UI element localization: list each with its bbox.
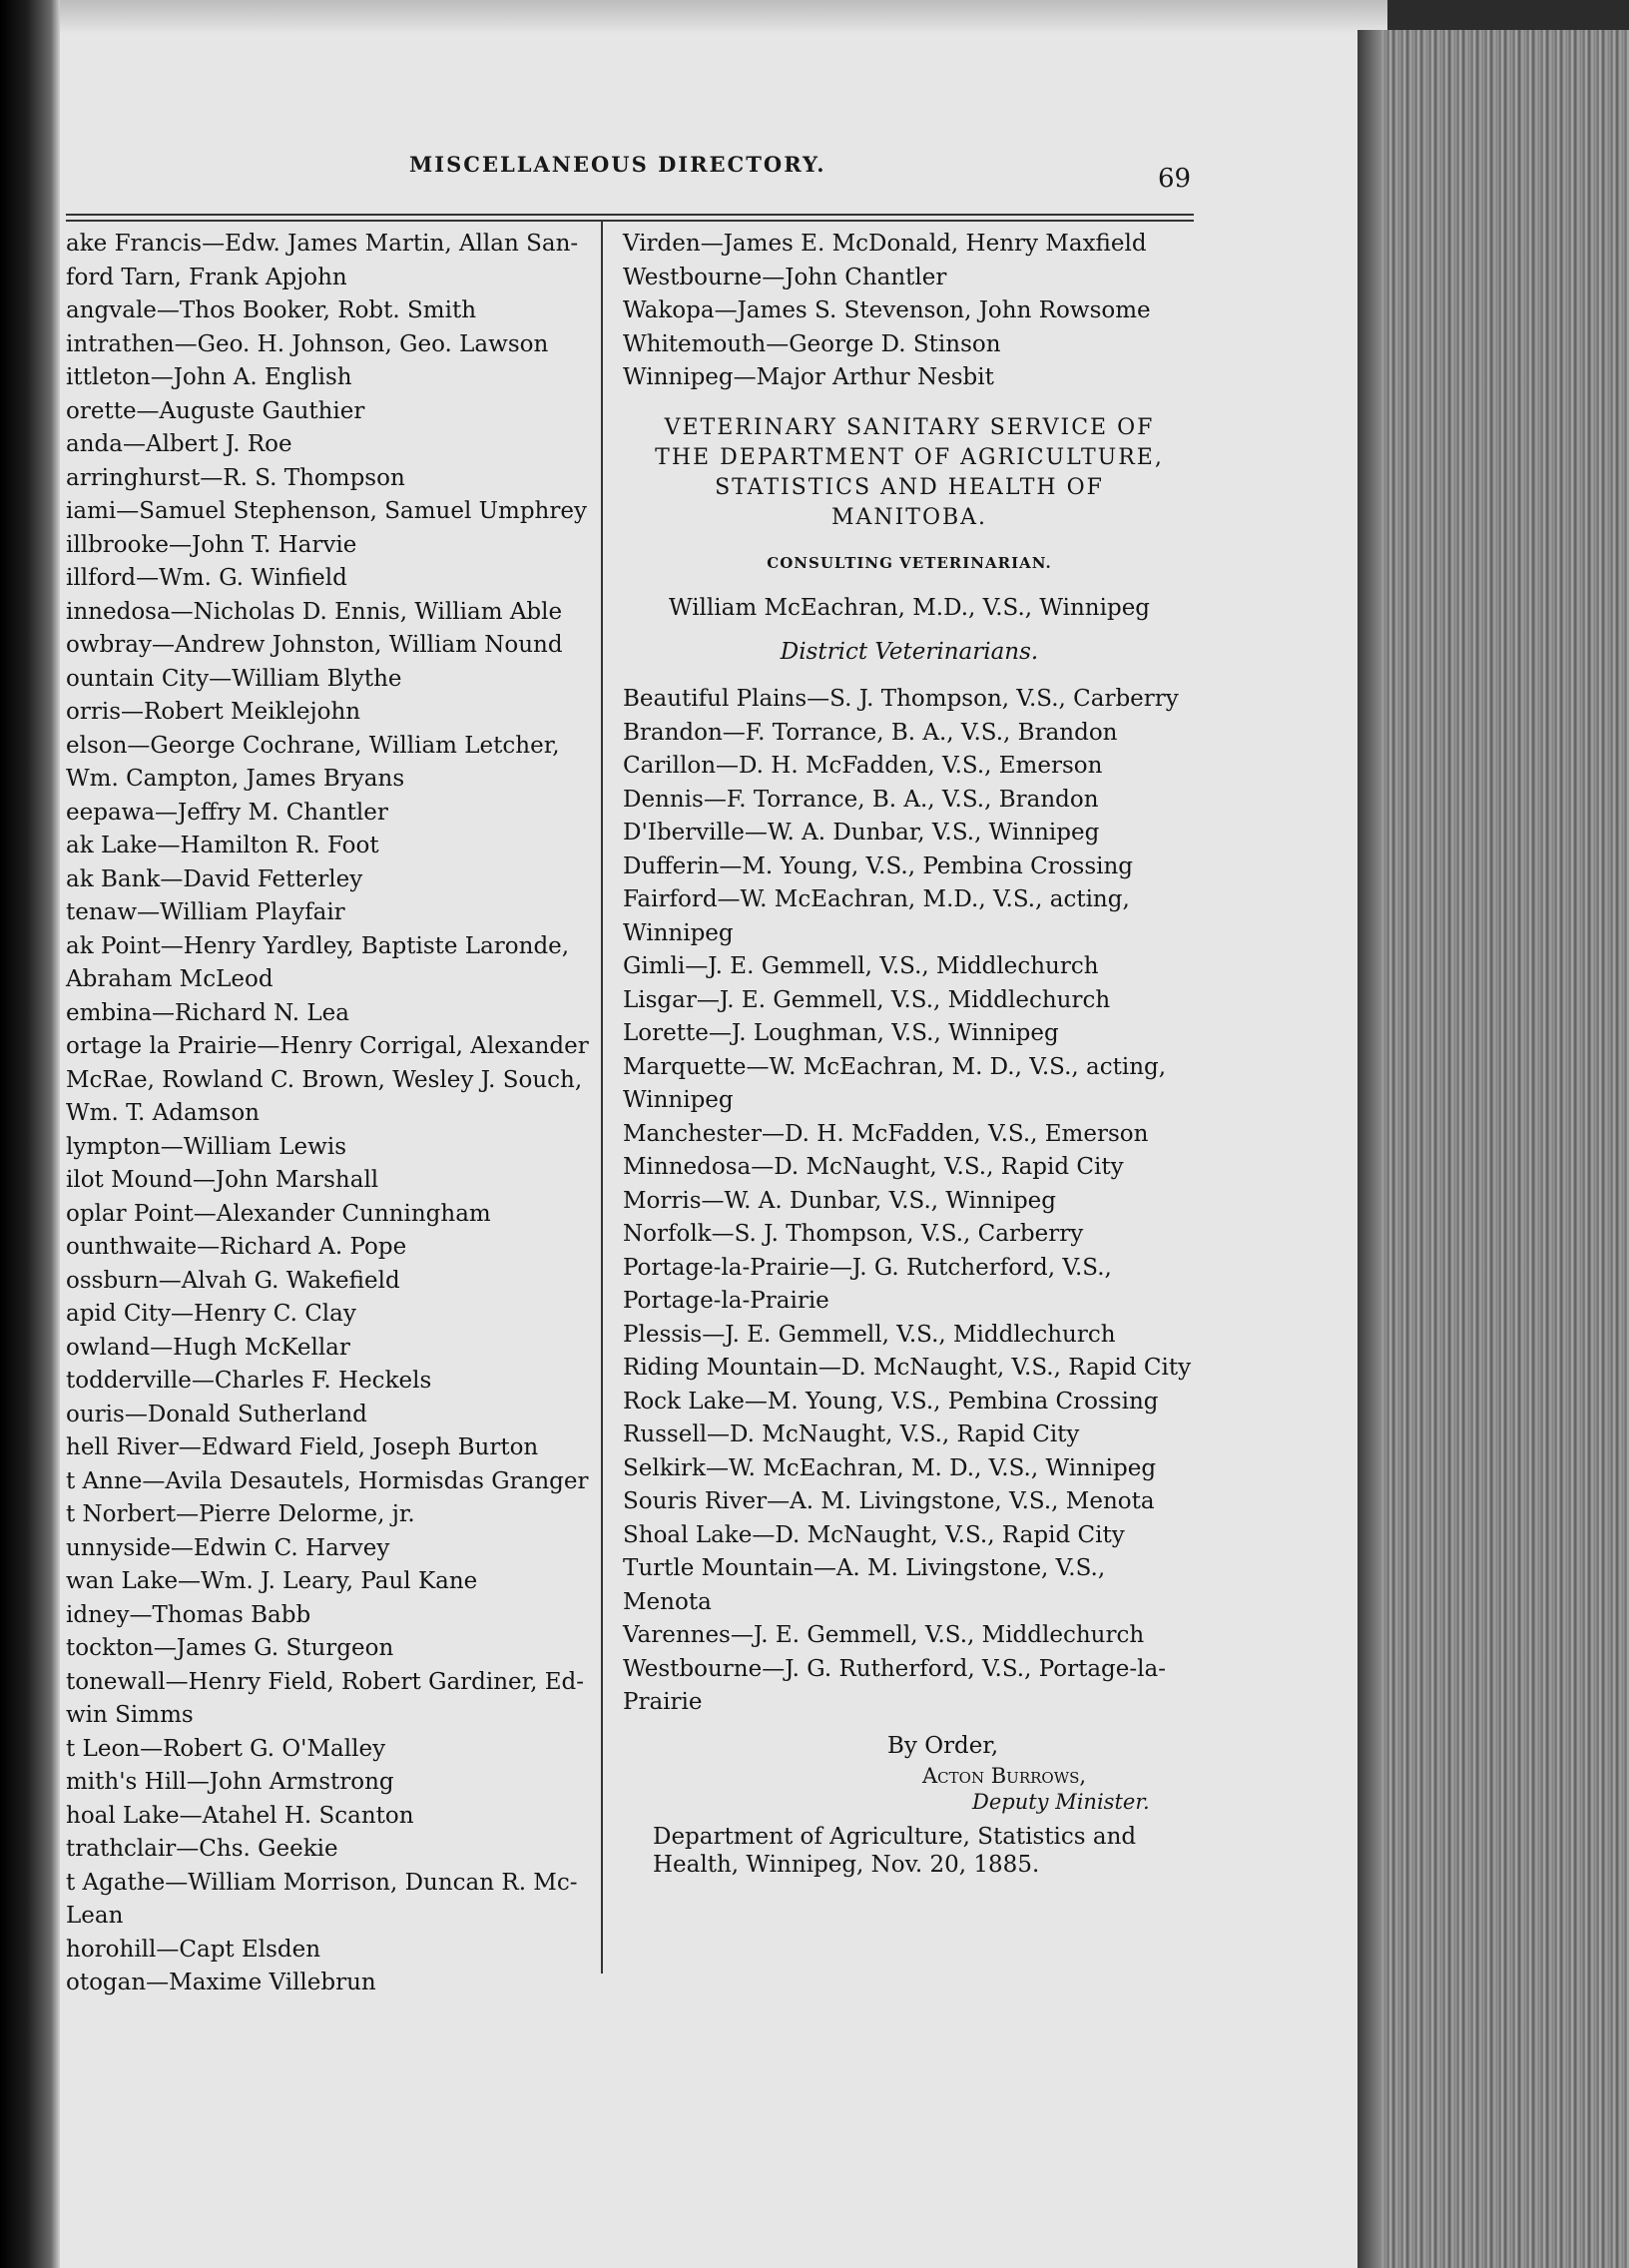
- book-binding: [0, 0, 60, 2268]
- column-divider: [601, 222, 603, 1974]
- directory-entry: owland—Hugh McKellar: [66, 1334, 350, 1361]
- directory-entry: trathclair—Chs. Geekie: [66, 1836, 338, 1862]
- right-column-entries: [623, 228, 1196, 395]
- directory-entry: Winnipeg—Major Arthur Nesbit: [623, 364, 994, 390]
- district-entry: Norfolk—S. J. Thompson, V.S., Carberry: [623, 1221, 1084, 1247]
- directory-entry: innedosa—Nicholas D. Ennis, William Able: [66, 598, 563, 625]
- district-entry: Lorette—J. Loughman, V.S., Winnipeg: [623, 1020, 1059, 1046]
- directory-entry: ak Lake—Hamilton R. Foot: [66, 833, 379, 858]
- directory-entry: ilot Mound—John Marshall: [66, 1167, 379, 1193]
- directory-entry: Wakopa—James S. Stevenson, John Rowsome: [623, 297, 1151, 323]
- directory-entry: Westbourne—John Chantler: [623, 264, 947, 290]
- consulting-veterinarian: William McEachran, M.D., V.S., Winnipeg: [668, 595, 1151, 621]
- page-number: 69: [1158, 164, 1192, 194]
- consulting-label: CONSULTING VETERINARIAN.: [767, 553, 1052, 572]
- district-entry: Fairford—W. McEachran, M.D., V.S., acting, Winnipeg: [623, 886, 1130, 946]
- running-title: MISCELLANEOUS DIRECTORY.: [409, 152, 826, 177]
- district-entry: Morris—W. A. Dunbar, V.S., Winnipeg: [623, 1187, 1057, 1214]
- district-entry: Souris River—A. M. Livingstone, V.S., Menota: [623, 1488, 1155, 1514]
- directory-entry: horohill—Capt Elsden: [66, 1936, 321, 1963]
- directory-entry: Virden—James E. McDonald, Henry Maxfield: [623, 231, 1147, 257]
- district-entry: Plessis—J. E. Gemmell, V.S., Middlechurch: [623, 1321, 1116, 1348]
- directory-entry: illbrooke—John T. Harvie: [66, 531, 357, 558]
- district-entry: Shoal Lake—D. McNaught, V.S., Rapid City: [623, 1521, 1125, 1548]
- directory-entry: intrathen—Geo. H. Johnson, Geo. Lawson: [66, 330, 549, 357]
- directory-entry: ak Bank—David Fetterley: [66, 865, 363, 892]
- directory-entry: t Agathe—William Morrison, Duncan R. Mc-Lean: [66, 1869, 578, 1929]
- directory-entry: embina—Richard N. Lea: [66, 999, 350, 1026]
- directory-entry: eepawa—Jeffry M. Chantler: [66, 799, 388, 826]
- page-edge-shadow: [1358, 30, 1381, 2268]
- directory-entry: t Anne—Avila Desautels, Hormisdas Granger: [66, 1467, 589, 1494]
- district-entry: Westbourne—J. G. Rutherford, V.S., Portage-la-Prairie: [623, 1655, 1167, 1715]
- by-order: By Order,: [887, 1732, 999, 1759]
- directory-entry: orris—Robert Meiklejohn: [66, 699, 361, 725]
- directory-entry: ounthwaite—Richard A. Pope: [66, 1234, 407, 1260]
- signer-name: Acton Burrows,: [922, 1764, 1087, 1788]
- directory-entry: hoal Lake—Atahel H. Scanton: [66, 1802, 414, 1829]
- district-entry: Gimli—J. E. Gemmell, V.S., Middlechurch: [623, 953, 1099, 979]
- district-entry: Marquette—W. McEachran, M. D., V.S., acting, Winnipeg: [623, 1053, 1167, 1113]
- district-entry: Dennis—F. Torrance, B. A., V.S., Brandon: [623, 786, 1099, 813]
- directory-entry: iami—Samuel Stephenson, Samuel Umphrey: [66, 498, 587, 524]
- district-entry: Russell—D. McNaught, V.S., Rapid City: [623, 1421, 1080, 1447]
- district-entry: Selkirk—W. McEachran, M. D., V.S., Winnipeg: [623, 1454, 1157, 1481]
- directory-entry: elson—George Cochrane, William Letcher, Wm. Campton, James Bryans: [66, 732, 560, 792]
- header-rule-top: [66, 214, 1194, 216]
- right-column: [623, 228, 1196, 1879]
- directory-entry: ittleton—John A. English: [66, 364, 352, 390]
- directory-entry: t Leon—Robert G. O'Malley: [66, 1735, 386, 1762]
- directory-entry: tenaw—William Playfair: [66, 899, 345, 925]
- district-entry: Carillon—D. H. McFadden, V.S., Emerson: [623, 753, 1103, 779]
- directory-entry: oplar Point—Alexander Cunningham: [66, 1200, 491, 1227]
- district-entry: Turtle Mountain—A. M. Livingstone, V.S., Menota: [623, 1555, 1106, 1615]
- directory-entry: unnyside—Edwin C. Harvey: [66, 1534, 390, 1561]
- district-list: [623, 683, 1196, 1720]
- directory-entry: ak Point—Henry Yardley, Baptiste Laronde, Abraham McLeod: [66, 932, 570, 992]
- district-entry: Manchester—D. H. McFadden, V.S., Emerson: [623, 1120, 1149, 1147]
- district-entry: Rock Lake—M. Young, V.S., Pembina Crossing: [623, 1388, 1159, 1415]
- signer-title: Deputy Minister.: [972, 1790, 1150, 1814]
- directory-entry: t Norbert—Pierre Delorme, jr.: [66, 1501, 415, 1527]
- directory-entry: orette—Auguste Gauthier: [66, 397, 365, 424]
- directory-entry: ouris—Donald Sutherland: [66, 1401, 367, 1427]
- header-rule-bottom: [66, 220, 1194, 222]
- district-entry: Portage-la-Prairie—J. G. Rutcherford, V.S., Portage-la-Prairie: [623, 1254, 1112, 1314]
- directory-entry: arringhurst—R. S. Thompson: [66, 464, 405, 491]
- district-entry: Minnedosa—D. McNaught, V.S., Rapid City: [623, 1154, 1124, 1180]
- directory-entry: otogan—Maxime Villebrun: [66, 1970, 376, 1995]
- directory-entry: ortage la Prairie—Henry Corrigal, Alexander McRae, Rowland C. Brown, Wesley J. Souch, Wm. T. Adamson: [66, 1033, 589, 1126]
- district-entry: Varennes—J. E. Gemmell, V.S., Middlechurch: [623, 1622, 1145, 1648]
- directory-entry: tonewall—Henry Field, Robert Gardiner, Ed-win Simms: [66, 1668, 585, 1728]
- book-page-edges: [1358, 30, 1629, 2268]
- directory-entry: hell River—Edward Field, Joseph Burton: [66, 1434, 539, 1460]
- heading-line: STATISTICS AND HEALTH OF: [715, 474, 1104, 500]
- district-entry: D'Iberville—W. A. Dunbar, V.S., Winnipeg: [623, 820, 1100, 846]
- directory-entry: apid City—Henry C. Clay: [66, 1301, 356, 1327]
- directory-entry: anda—Albert J. Roe: [66, 431, 292, 457]
- district-entry: Beautiful Plains—S. J. Thompson, V.S., Carberry: [623, 686, 1179, 712]
- heading-line: THE DEPARTMENT OF AGRICULTURE,: [655, 444, 1164, 470]
- district-label: District Veterinarians.: [780, 638, 1039, 665]
- directory-entry: mith's Hill—John Armstrong: [66, 1769, 394, 1795]
- directory-entry: angvale—Thos Booker, Robt. Smith: [66, 297, 477, 323]
- veterinary-heading: [623, 413, 1196, 533]
- left-column: [66, 228, 589, 2000]
- district-entry: Brandon—F. Torrance, B. A., V.S., Brandon: [623, 719, 1118, 746]
- directory-entry: Whitemouth—George D. Stinson: [623, 330, 1001, 357]
- directory-entry: owbray—Andrew Johnston, William Nound: [66, 632, 563, 658]
- directory-entry: todderville—Charles F. Heckels: [66, 1368, 432, 1394]
- heading-line: MANITOBA.: [830, 504, 988, 530]
- page-top-shadow: [60, 0, 1387, 34]
- district-entry: Lisgar—J. E. Gemmell, V.S., Middlechurch: [623, 986, 1111, 1013]
- directory-entry: idney—Thomas Babb: [66, 1601, 311, 1628]
- directory-entry: tockton—James G. Sturgeon: [66, 1635, 394, 1661]
- directory-entry: ountain City—William Blythe: [66, 665, 402, 692]
- directory-entry: lympton—William Lewis: [66, 1133, 347, 1160]
- department-line: Department of Agriculture, Statistics and Health, Winnipeg, Nov. 20, 1885.: [653, 1824, 1137, 1878]
- directory-entry: illford—Wm. G. Winfield: [66, 565, 347, 591]
- heading-line: VETERINARY SANITARY SERVICE OF: [664, 414, 1155, 440]
- district-entry: Riding Mountain—D. McNaught, V.S., Rapid City: [623, 1355, 1192, 1381]
- district-entry: Dufferin—M. Young, V.S., Pembina Crossing: [623, 852, 1134, 879]
- directory-entry: ossburn—Alvah G. Wakefield: [66, 1267, 400, 1294]
- directory-entry: ake Francis—Edw. James Martin, Allan San-ford Tarn, Frank Apjohn: [66, 231, 579, 290]
- directory-entry: wan Lake—Wm. J. Leary, Paul Kane: [66, 1568, 478, 1594]
